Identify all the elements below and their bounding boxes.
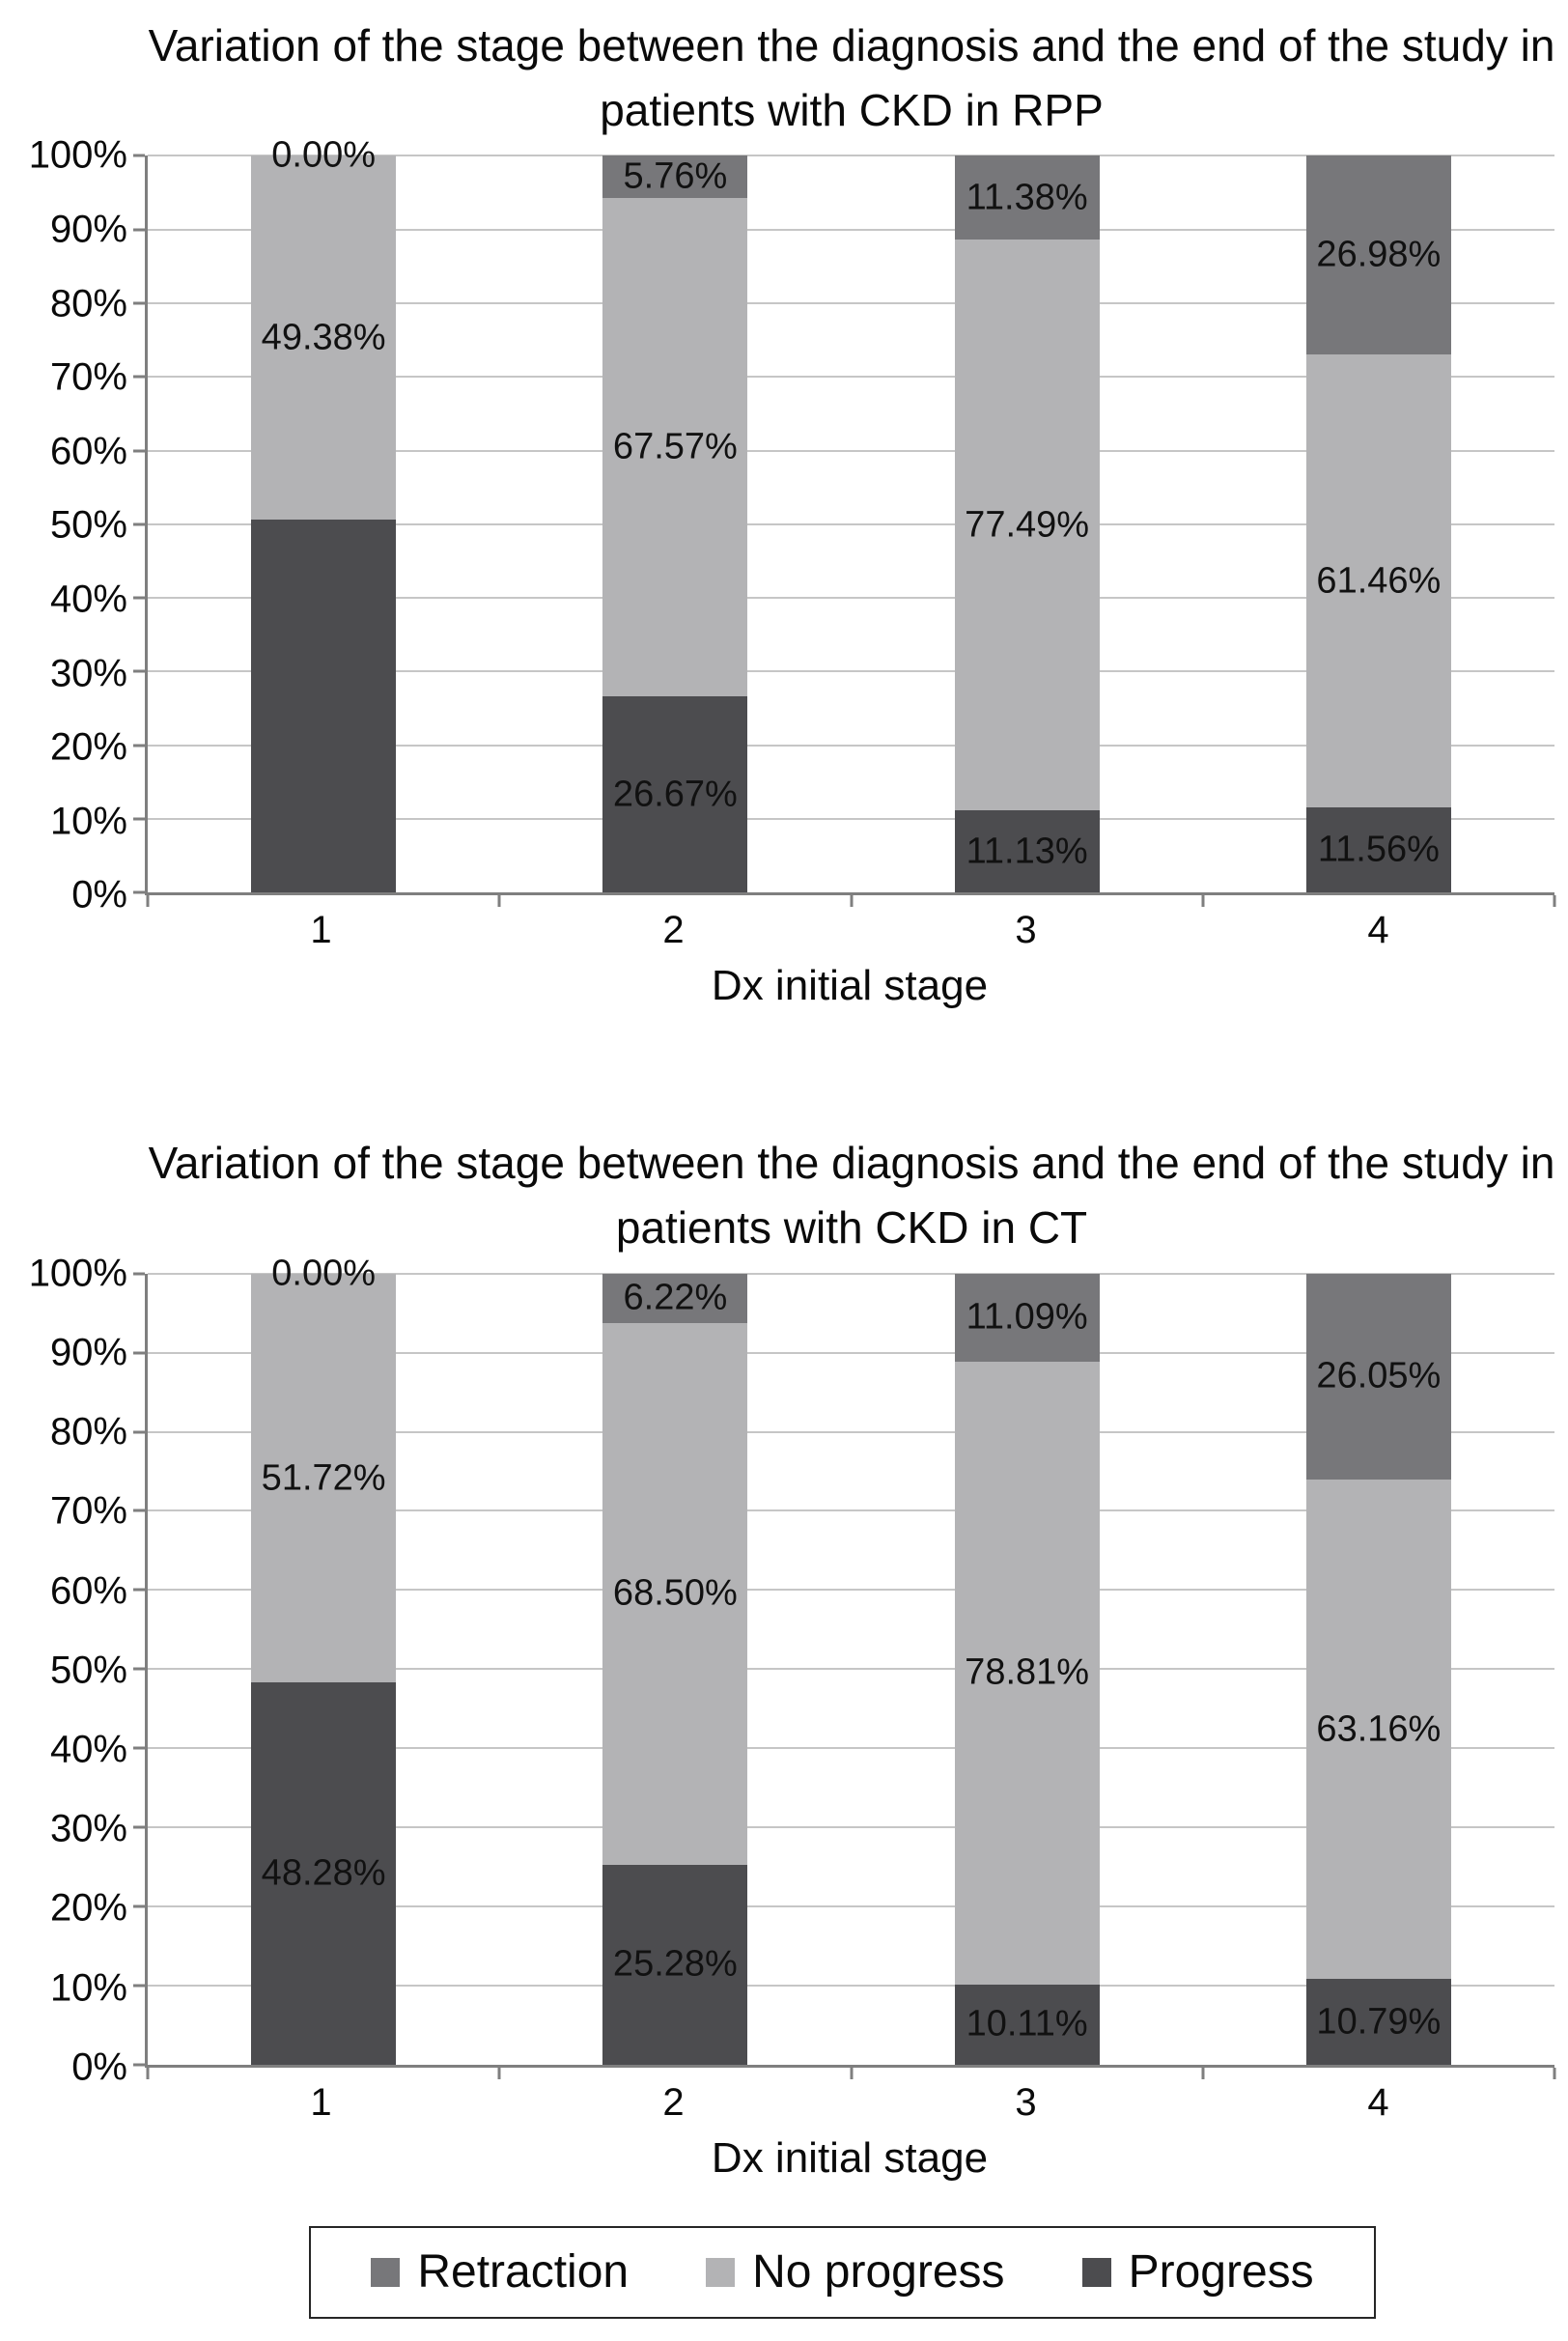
y-tick-mark <box>133 1984 145 1987</box>
data-label: 78.81% <box>965 1651 1090 1693</box>
y-tick-mark <box>133 891 145 894</box>
bar-category-2 <box>499 1274 851 2065</box>
y-tick-label: 100% <box>28 1252 127 1295</box>
data-label: 67.57% <box>612 426 738 467</box>
data-label: 11.09% <box>966 1296 1088 1338</box>
y-tick-mark <box>133 597 145 600</box>
y-tick-label: 30% <box>49 652 127 695</box>
y-tick-mark <box>133 1509 145 1512</box>
y-tick-mark <box>133 744 145 747</box>
y-axis <box>0 1252 145 2089</box>
data-label: 48.28% <box>261 1852 386 1894</box>
bar-category-1 <box>148 134 499 892</box>
y-tick-label: 20% <box>49 1886 127 1930</box>
x-tick-label: 4 <box>1367 2080 1389 2124</box>
legend-swatch-icon <box>706 2258 735 2287</box>
y-tick-mark <box>133 449 145 452</box>
data-label: 63.16% <box>1316 1708 1442 1750</box>
x-tick-label: 2 <box>662 2080 685 2124</box>
x-tick-mark <box>1201 895 1204 907</box>
x-tick-label: 2 <box>662 909 685 952</box>
stacked-bar <box>251 1274 396 2065</box>
chart-title-ct: Variation of the stage between the diagnosis and the end of the study in patients with CKD in CT <box>148 1138 1555 1254</box>
y-tick-label: 90% <box>49 208 127 251</box>
x-tick-label: 3 <box>1015 2080 1037 2124</box>
bar-category-4 <box>1203 155 1554 892</box>
y-tick-label: 0% <box>71 873 127 917</box>
y-axis <box>0 133 145 917</box>
bar-category-3 <box>852 155 1203 892</box>
y-tick-label: 20% <box>49 725 127 769</box>
stacked-bar <box>251 155 396 892</box>
data-label: 5.76% <box>623 155 728 197</box>
legend-item-retraction <box>371 2245 629 2299</box>
y-tick-mark <box>133 1351 145 1354</box>
plot-wrap <box>0 133 1568 917</box>
x-tick-mark <box>850 2068 853 2079</box>
plot-area <box>145 1253 1554 2068</box>
data-label: 0.00% <box>271 134 376 176</box>
y-tick-label: 30% <box>49 1807 127 1850</box>
x-tick-label: 1 <box>310 2080 332 2124</box>
y-tick-mark <box>133 155 145 157</box>
legend-swatch-icon <box>371 2258 400 2287</box>
data-label: 0.00% <box>271 1253 376 1294</box>
y-tick-label: 90% <box>49 1331 127 1374</box>
x-tick-mark <box>147 2068 150 2079</box>
y-tick-label: 10% <box>49 800 127 843</box>
bar-category-2 <box>499 155 851 892</box>
y-tick-label: 0% <box>71 2045 127 2089</box>
data-label: 11.38% <box>966 177 1088 218</box>
legend-item-no-progress <box>706 2245 1004 2299</box>
y-tick-mark <box>133 301 145 304</box>
y-tick-mark <box>133 1668 145 1671</box>
y-tick-label: 60% <box>49 430 127 473</box>
data-label: 26.05% <box>1316 1355 1442 1396</box>
bar-category-4 <box>1203 1274 1554 2065</box>
data-label: 11.13% <box>966 831 1088 872</box>
y-tick-mark <box>133 228 145 231</box>
x-tick-mark <box>1554 895 1556 907</box>
data-label: 77.49% <box>965 504 1090 546</box>
legend-swatch-icon <box>1082 2258 1111 2287</box>
y-tick-label: 70% <box>49 355 127 399</box>
data-label: 10.11% <box>966 2003 1088 2045</box>
data-label: 11.56% <box>1317 829 1440 870</box>
data-label: 10.79% <box>1316 2001 1442 2043</box>
x-tick-label: 1 <box>310 909 332 952</box>
y-tick-label: 10% <box>49 1966 127 2010</box>
x-axis-title: Dx initial stage <box>711 2133 989 2182</box>
data-label: 25.28% <box>612 1943 738 1985</box>
x-axis-title: Dx initial stage <box>711 962 989 1010</box>
y-tick-mark <box>133 818 145 821</box>
x-tick-label: 4 <box>1367 909 1389 952</box>
data-label: 6.22% <box>623 1277 728 1318</box>
x-tick-mark <box>1201 2068 1204 2079</box>
x-tick-mark <box>1554 2068 1556 2079</box>
y-tick-label: 40% <box>49 578 127 621</box>
legend-label: Retraction <box>417 2246 630 2299</box>
y-tick-mark <box>133 376 145 379</box>
y-tick-label: 100% <box>28 133 127 177</box>
y-tick-mark <box>133 2063 145 2066</box>
y-tick-mark <box>133 1826 145 1829</box>
legend <box>309 2226 1376 2319</box>
plot-area <box>145 134 1554 895</box>
y-tick-mark <box>133 1904 145 1907</box>
y-tick-mark <box>133 670 145 673</box>
x-tick-mark <box>498 2068 501 2079</box>
data-label: 61.46% <box>1316 560 1442 602</box>
y-tick-label: 50% <box>49 1649 127 1692</box>
legend-item-progress <box>1082 2245 1314 2299</box>
y-tick-label: 70% <box>49 1489 127 1533</box>
y-tick-label: 60% <box>49 1569 127 1613</box>
data-label: 51.72% <box>261 1457 386 1499</box>
chart-ct <box>0 1131 1568 2182</box>
x-tick-mark <box>147 895 150 907</box>
bar-category-1 <box>148 1253 499 2065</box>
bar-category-3 <box>852 1274 1203 2065</box>
data-label: 26.98% <box>1316 234 1442 275</box>
legend-label: No progress <box>752 2246 1005 2299</box>
x-tick-label: 3 <box>1015 909 1037 952</box>
legend-label: Progress <box>1128 2246 1314 2299</box>
x-tick-mark <box>498 895 501 907</box>
y-tick-mark <box>133 1747 145 1750</box>
data-label: 26.67% <box>612 774 738 815</box>
y-tick-label: 40% <box>49 1728 127 1771</box>
chart-title-rpp: Variation of the stage between the diagnosis and the end of the study in patients with CKD in RPP <box>148 20 1555 135</box>
y-tick-mark <box>133 1589 145 1592</box>
data-label: 68.50% <box>612 1572 738 1614</box>
data-label: 49.38% <box>261 317 386 358</box>
chart-rpp <box>0 0 1568 1010</box>
y-tick-label: 80% <box>49 282 127 325</box>
plot-wrap <box>0 1252 1568 2089</box>
y-tick-label: 80% <box>49 1410 127 1453</box>
segment-progress <box>251 520 396 892</box>
y-tick-mark <box>133 522 145 525</box>
y-tick-label: 50% <box>49 503 127 547</box>
y-tick-mark <box>133 1430 145 1433</box>
y-tick-mark <box>133 1272 145 1275</box>
x-tick-mark <box>850 895 853 907</box>
